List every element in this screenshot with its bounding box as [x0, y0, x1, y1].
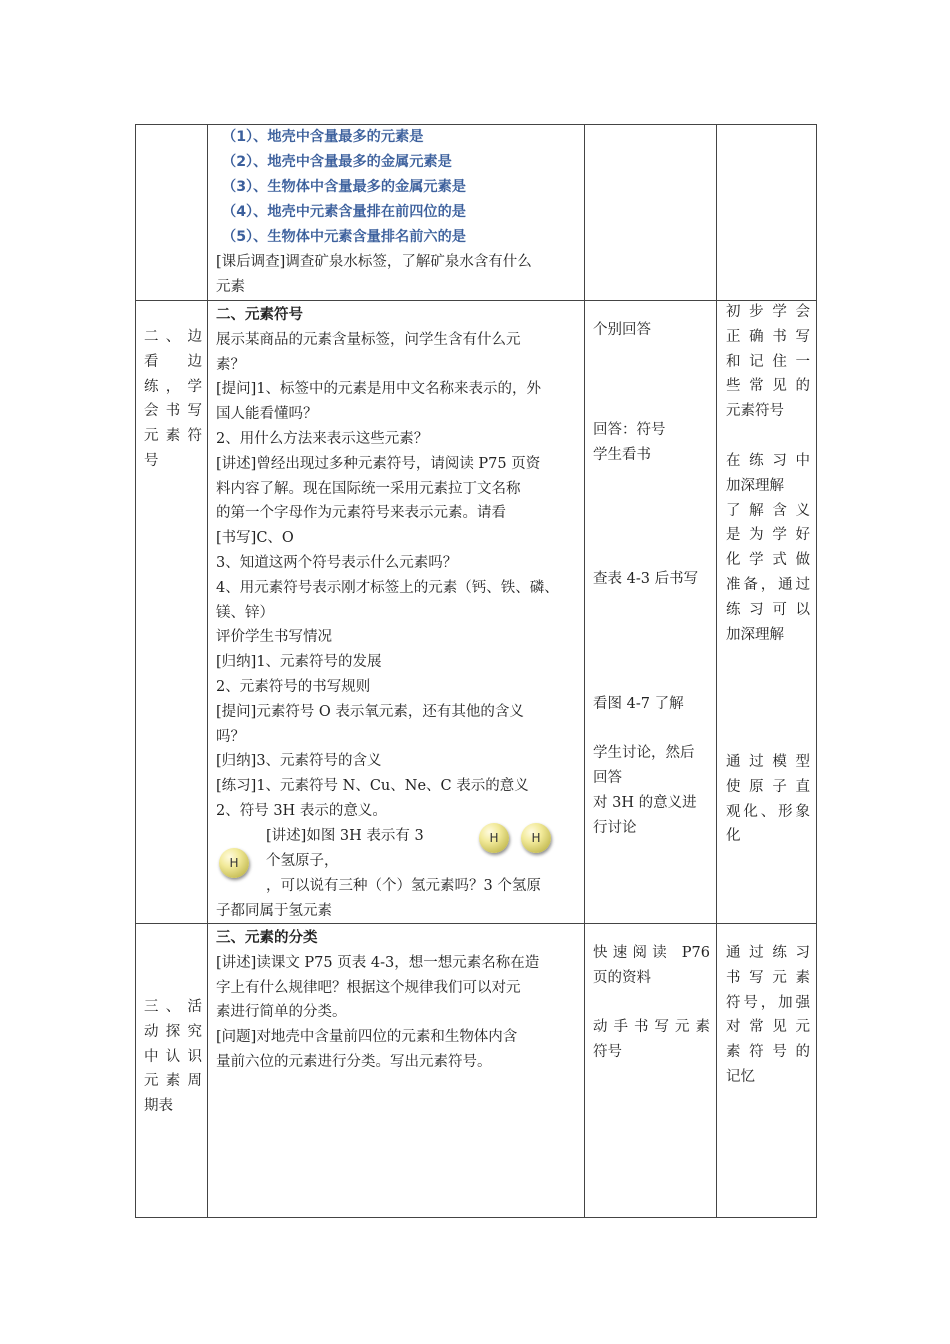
text-line: [讲述]读课文 P75 页表 4-3，想一想元素名称在造: [216, 954, 540, 971]
student-text: 回答：符号: [593, 422, 666, 438]
hydrogen-atom-icon: H: [521, 823, 551, 853]
intent-text: 和记住一: [726, 353, 810, 370]
survey-text: [课后调查]调查矿泉水标签，了解矿泉水含有什么: [216, 254, 532, 270]
intent-text: 素符号的: [726, 1044, 810, 1061]
text-line: 字上有什么规律吧？根据这个规律我们可以对元: [216, 979, 521, 996]
teacher-activity-cell: [208, 125, 585, 301]
student-activity-cell: [585, 301, 717, 924]
student-activity-cell: [585, 924, 717, 1218]
intent-text: 了解含义: [726, 502, 810, 519]
design-intent-cell: [717, 924, 817, 1218]
intent-text: 加深理解: [726, 477, 784, 494]
student-text: 行讨论: [593, 820, 637, 836]
text-line: 镁、锌）: [216, 604, 274, 621]
text-line: [讲述]曾经出现过多种元素符号，请阅读 P75 页资: [216, 455, 541, 472]
text-line: 子都同属于氢元素: [216, 902, 332, 919]
section-title: 三、元素的分类: [216, 929, 318, 946]
section-cell: [136, 301, 208, 924]
text-line: 3、知道这两个符号表示什么元素吗？: [216, 554, 458, 571]
intent-text: 化: [726, 828, 741, 845]
section-cell: [136, 924, 208, 1218]
survey-text: 元素: [216, 278, 245, 295]
design-intent-cell: [717, 301, 817, 924]
text-line: [提问]元素符号 O 表示氧元素，还有其他的含义: [216, 703, 524, 720]
text-line: 4、用元素符号表示刚才标签上的元素（钙、铁、磷、: [216, 579, 559, 596]
question-line: （3）、生物体中含量最多的金属元素是: [222, 179, 466, 195]
spacer: [593, 991, 710, 1016]
intent-text: 观化、形象: [726, 803, 810, 820]
text-line: 量前六位的元素进行分类。写出元素符号。: [216, 1053, 492, 1070]
text-line: [提问]1、标签中的元素是用中文名称来表示的，外: [216, 381, 542, 398]
text-line: 的第一个字母作为元素符号来表示元素。请看: [216, 505, 506, 522]
student-text: 个别回答: [593, 322, 651, 338]
section-label: 元素符: [144, 428, 202, 445]
intent-text: 是为学好: [726, 527, 810, 544]
table-row: [136, 125, 817, 301]
text-line: 2、用什么方法来表示这些元素？: [216, 430, 429, 447]
text-line: 个氢原子，: [266, 852, 339, 869]
text-line: 2、元素符号的书写规则: [216, 678, 371, 695]
intent-text: 元素符号: [726, 403, 784, 420]
text-line: 评价学生书写情况: [216, 629, 332, 646]
text-line: 2、符号 3H 表示的意义。: [216, 802, 387, 819]
student-text: 学生看书: [593, 447, 651, 463]
section-label: 中认识: [144, 1048, 202, 1065]
intent-text: 记忆: [726, 1068, 755, 1085]
text-line: 吗？: [216, 728, 245, 745]
student-text: 页的资料: [593, 969, 651, 986]
text-line: 素进行简单的分类。: [216, 1004, 347, 1021]
section-label: 三、活: [144, 999, 202, 1015]
text-line: [归纳]1、元素符号的发展: [216, 654, 382, 671]
hydrogen-atom-icon: H: [219, 848, 249, 878]
student-text: 对 3H 的意义进: [593, 795, 697, 811]
text-line: [归纳]3、元素符号的含义: [216, 753, 382, 770]
section-title: 二、元素符号: [216, 306, 303, 323]
intent-text: 符号，加强: [726, 994, 810, 1011]
question-line: （1）、地壳中含量最多的元素是: [222, 129, 424, 145]
section-label: 二、边: [144, 329, 202, 345]
intent-text: 通过练习: [726, 945, 810, 961]
lesson-plan-table: [135, 124, 817, 1218]
section-label: 看 边: [144, 353, 202, 370]
student-text: 快速阅读 P76: [593, 945, 710, 961]
intent-text: 准备，通过: [726, 576, 810, 593]
table-row: [136, 924, 817, 1218]
text-line: 素？: [216, 356, 245, 373]
student-text: 回答: [593, 770, 622, 786]
intent-text: 些常见的: [726, 378, 810, 395]
hydrogen-atom-icon: H: [479, 823, 509, 853]
question-line: （4）、地壳中元素含量排在前四位的是: [222, 204, 466, 220]
section-label: 会书写: [144, 403, 202, 420]
text-line: 料内容了解。现在国际统一采用元素拉丁文名称: [216, 480, 521, 497]
student-activity-cell: [585, 125, 717, 301]
table-row: [136, 301, 817, 924]
student-text: 学生讨论，然后: [593, 745, 695, 761]
question-line: （2）、地壳中含量最多的金属元素是: [222, 154, 452, 170]
intent-text: 在练习中: [726, 453, 810, 469]
text-line: 国人能看懂吗？: [216, 406, 318, 423]
text-line: ，可以说有三种（个）氢元素吗？3 个氢原: [266, 877, 541, 894]
section-label: 期表: [144, 1098, 173, 1115]
teacher-activity-cell: [208, 301, 585, 924]
intent-text: 练习可以: [726, 601, 810, 618]
intent-text: 加深理解: [726, 626, 784, 643]
student-text: 查表 4-3 后书写: [593, 571, 699, 587]
student-text: 看图 4-7 了解: [593, 696, 684, 712]
text-line: 展示某商品的元素含量标签，问学生含有什么元: [216, 331, 521, 348]
intent-text: 初步学会: [726, 304, 810, 320]
student-text: 动手书写元素: [593, 1019, 710, 1036]
section-cell: [136, 125, 208, 301]
text-line: [讲述]如图 3H 表示有 3: [266, 827, 424, 844]
intent-text: 通过模型: [726, 754, 810, 770]
hydrogen-figure: [216, 824, 578, 922]
student-text: 符号: [593, 1044, 622, 1061]
section-label: 动探究: [144, 1023, 202, 1040]
intent-text: 书写元素: [726, 969, 810, 986]
teacher-activity-cell: [208, 924, 585, 1218]
section-label: 练，学: [144, 378, 202, 395]
design-intent-cell: [717, 125, 817, 301]
intent-text: 化学式做: [726, 552, 810, 569]
intent-text: 对常见元: [726, 1019, 810, 1036]
text-line: [练习]1、元素符号 N、Cu、Ne、C 表示的意义: [216, 778, 529, 795]
question-line: （5）、生物体中元素含量排名前六的是: [222, 229, 466, 245]
intent-text: 正确书写: [726, 328, 810, 345]
text-line: [问题]对地壳中含量前四位的元素和生物体内含: [216, 1029, 518, 1046]
section-label: 号: [144, 452, 159, 469]
section-label: 元素周: [144, 1073, 202, 1090]
text-line: [书写]C、O: [216, 530, 294, 547]
intent-text: 使原子直: [726, 778, 810, 795]
